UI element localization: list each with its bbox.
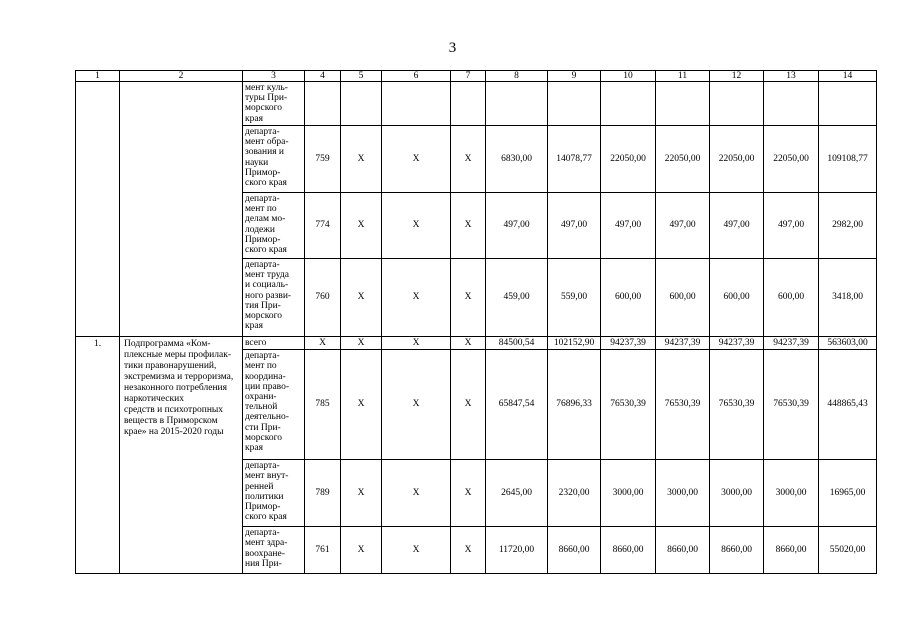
- table-cell: 102152,90: [548, 337, 601, 350]
- subprogram-title: Подпрограмма «Ком- плексные меры профилак- тики правонарушений, экстремизма и терроризма, незаконного потребления наркотических средств и психотропных веществ в Приморском крае» на 2015-2020 годы: [120, 337, 243, 574]
- table-cell: [601, 82, 656, 126]
- column-header: 6: [382, 71, 451, 82]
- table-cell: 497,00: [548, 193, 601, 259]
- table-cell: 3000,00: [764, 460, 819, 527]
- table-cell: 94237,39: [764, 337, 819, 350]
- table-row: [76, 82, 877, 126]
- column-header: 12: [710, 71, 764, 82]
- program-name-cell: [120, 82, 243, 337]
- table-cell: 84500,54: [486, 337, 548, 350]
- column-header: 3: [243, 71, 305, 82]
- table-cell: 497,00: [601, 193, 656, 259]
- table-cell: 94237,39: [656, 337, 710, 350]
- table-cell: 759: [305, 126, 341, 193]
- table-cell: 8660,00: [764, 527, 819, 574]
- table-cell: X: [382, 259, 451, 337]
- table-cell: X: [341, 350, 382, 460]
- table-cell: 65847,54: [486, 350, 548, 460]
- table-cell: X: [451, 337, 486, 350]
- column-header: 13: [764, 71, 819, 82]
- table-cell: X: [382, 126, 451, 193]
- table-cell: 600,00: [656, 259, 710, 337]
- table-cell: X: [451, 126, 486, 193]
- table-cell: X: [451, 259, 486, 337]
- table-cell: X: [451, 350, 486, 460]
- table-cell: X: [451, 527, 486, 574]
- table-cell: [710, 82, 764, 126]
- table-body: [76, 71, 877, 574]
- table-cell: 497,00: [710, 193, 764, 259]
- table-cell: X: [382, 337, 451, 350]
- column-header: 10: [601, 71, 656, 82]
- table-cell: 497,00: [656, 193, 710, 259]
- table-cell: 600,00: [710, 259, 764, 337]
- table-cell: 6830,00: [486, 126, 548, 193]
- table-cell: [764, 82, 819, 126]
- column-header: 8: [486, 71, 548, 82]
- table-cell: 789: [305, 460, 341, 527]
- table-cell: 8660,00: [548, 527, 601, 574]
- table-cell: [819, 82, 877, 126]
- table-cell: 2645,00: [486, 460, 548, 527]
- table-cell: 22050,00: [764, 126, 819, 193]
- page-number: 3: [448, 40, 457, 56]
- table-cell: 11720,00: [486, 527, 548, 574]
- table-cell: 76530,39: [656, 350, 710, 460]
- table-cell: [382, 82, 451, 126]
- table-cell: X: [341, 193, 382, 259]
- agency-name: департа- мент обра- зования и науки Примор- ского края: [243, 126, 305, 193]
- table-cell: 600,00: [764, 259, 819, 337]
- table-cell: 3000,00: [710, 460, 764, 527]
- row-number-cell: [76, 82, 120, 337]
- table-cell: X: [305, 337, 341, 350]
- column-header: 9: [548, 71, 601, 82]
- table-cell: 8660,00: [656, 527, 710, 574]
- table-cell: X: [451, 460, 486, 527]
- column-header: 1: [76, 71, 120, 82]
- table-cell: 774: [305, 193, 341, 259]
- agency-name: департа- мент по делам мо- лодежи Примор- ского края: [243, 193, 305, 259]
- table-cell: 785: [305, 350, 341, 460]
- table-cell: [305, 82, 341, 126]
- table-cell: X: [341, 126, 382, 193]
- table-cell: X: [341, 337, 382, 350]
- table-cell: X: [341, 527, 382, 574]
- table-cell: X: [382, 460, 451, 527]
- table-cell: 760: [305, 259, 341, 337]
- table-cell: 8660,00: [710, 527, 764, 574]
- table-row: [76, 337, 877, 350]
- table-cell: 76530,39: [710, 350, 764, 460]
- table-cell: 76896,33: [548, 350, 601, 460]
- table-cell: 600,00: [601, 259, 656, 337]
- table-cell: 109108,77: [819, 126, 877, 193]
- table-cell: [548, 82, 601, 126]
- header-row: [76, 71, 877, 82]
- table-cell: 2320,00: [548, 460, 601, 527]
- table-cell: 497,00: [764, 193, 819, 259]
- table-cell: 22050,00: [601, 126, 656, 193]
- table-cell: X: [382, 527, 451, 574]
- table-cell: 22050,00: [656, 126, 710, 193]
- table-cell: 55020,00: [819, 527, 877, 574]
- agency-name: департа- мент труда и социаль- ного разви- тия При- морского края: [243, 259, 305, 337]
- table-cell: 3000,00: [601, 460, 656, 527]
- agency-name: департа- мент здра- воохране- ния При-: [243, 527, 305, 574]
- column-header: 14: [819, 71, 877, 82]
- table-cell: X: [341, 259, 382, 337]
- table-cell: 459,00: [486, 259, 548, 337]
- column-header: 5: [341, 71, 382, 82]
- agency-name: департа- мент по координа- ции право- охрани- тельной деятельно- сти При- морского края: [243, 350, 305, 460]
- table-cell: X: [382, 350, 451, 460]
- agency-name: департа- мент внут- ренней политики Примор- ского края: [243, 460, 305, 527]
- table-cell: 22050,00: [710, 126, 764, 193]
- table-cell: 497,00: [486, 193, 548, 259]
- budget-table: [75, 70, 877, 574]
- table-cell: 559,00: [548, 259, 601, 337]
- table-cell: 448865,43: [819, 350, 877, 460]
- table-cell: [451, 82, 486, 126]
- table-cell: X: [341, 460, 382, 527]
- column-header: 4: [305, 71, 341, 82]
- table-cell: [486, 82, 548, 126]
- table-cell: 563603,00: [819, 337, 877, 350]
- table-cell: 76530,39: [601, 350, 656, 460]
- table-cell: X: [382, 193, 451, 259]
- table-cell: 16965,00: [819, 460, 877, 527]
- column-header: 2: [120, 71, 243, 82]
- table-cell: 3000,00: [656, 460, 710, 527]
- column-header: 7: [451, 71, 486, 82]
- table-cell: 8660,00: [601, 527, 656, 574]
- subprogram-number: 1.: [76, 337, 120, 574]
- table-cell: [656, 82, 710, 126]
- agency-name: мент куль- туры При- морского края: [243, 82, 305, 126]
- table-cell: X: [451, 193, 486, 259]
- table-cell: 94237,39: [710, 337, 764, 350]
- table-cell: 3418,00: [819, 259, 877, 337]
- table-cell: 14078,77: [548, 126, 601, 193]
- agency-name: всего: [243, 337, 305, 350]
- table-cell: 2982,00: [819, 193, 877, 259]
- column-header: 11: [656, 71, 710, 82]
- table-cell: [341, 82, 382, 126]
- table-cell: 761: [305, 527, 341, 574]
- table-cell: 94237,39: [601, 337, 656, 350]
- table-cell: 76530,39: [764, 350, 819, 460]
